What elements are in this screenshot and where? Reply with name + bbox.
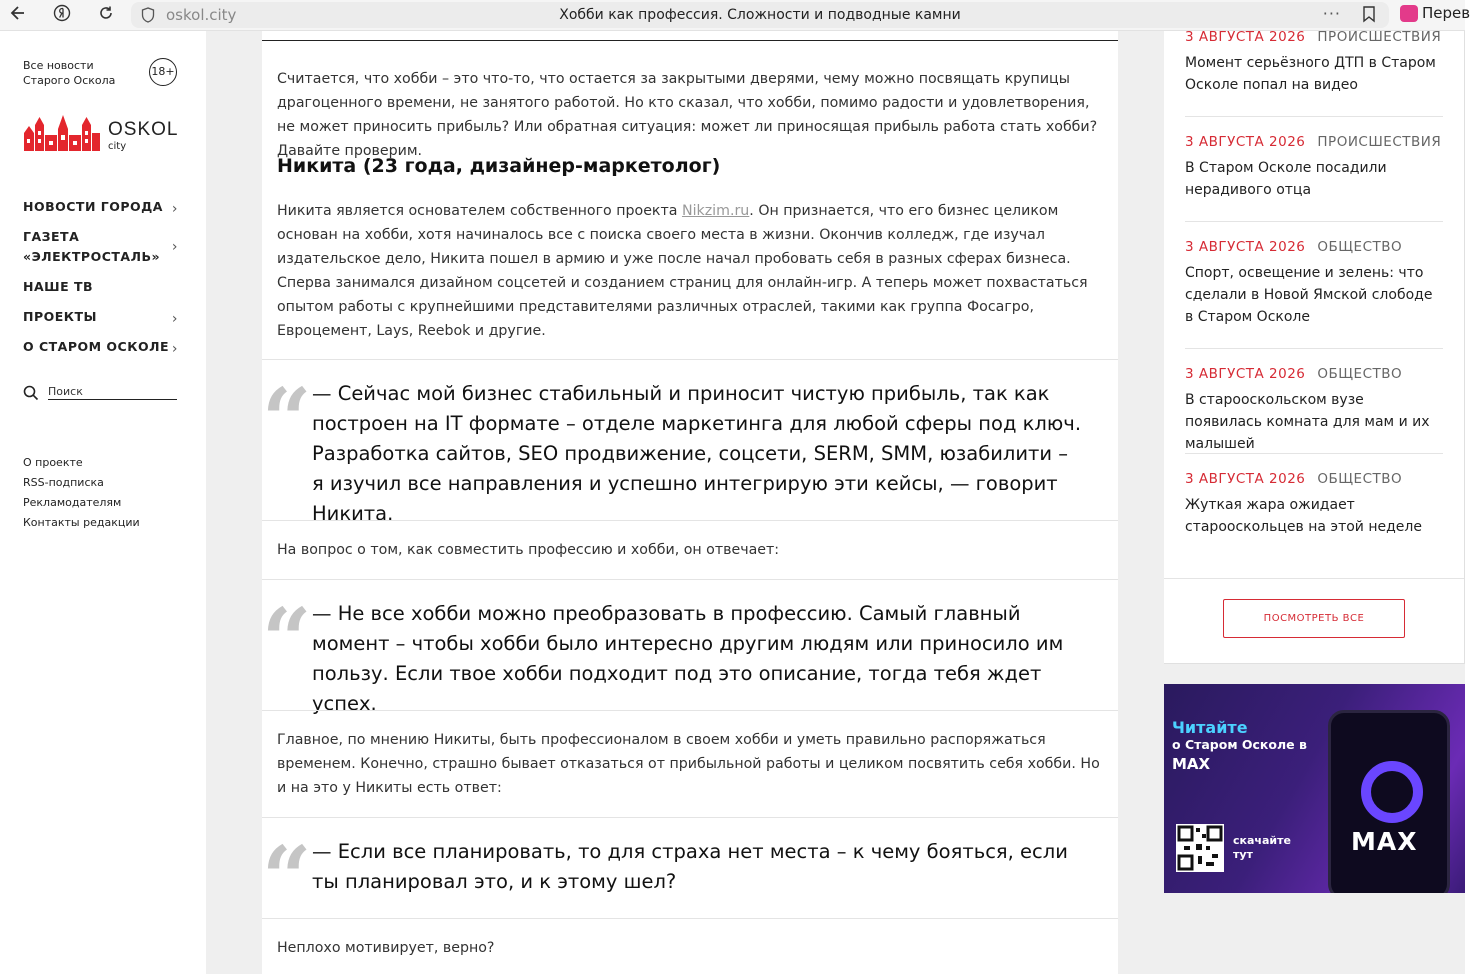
divider xyxy=(1185,221,1443,222)
divider xyxy=(262,918,1118,919)
article-paragraph-2: На вопрос о том, как совместить профессию и хобби, он отвечает: xyxy=(277,542,780,558)
divider xyxy=(262,817,1118,818)
banner-line2: о Старом Осколе в xyxy=(1172,737,1307,752)
banner-line1: Читайте xyxy=(1172,718,1248,737)
quote-1: — Сейчас мой бизнес стабильный и приносит чистую прибыль, так как построен на IT формате – отделе маркетинга для любой сферы под ключ. Разработка сайтов, SEO продвижение, соцсети, SERM, SMM, юзабилити – я изучил все направления и успешно интегрирую эти кейсы, — говорит Никита. xyxy=(312,382,1082,525)
yandex-icon[interactable] xyxy=(50,4,74,26)
news-title[interactable]: В Старом Осколе посадили нерадивого отца xyxy=(1185,160,1387,198)
news-title[interactable]: Жуткая жара ожидает старооскольцев на этой неделе xyxy=(1185,497,1422,535)
browser-toolbar xyxy=(0,0,1470,31)
url-text: oskol.city xyxy=(166,6,237,24)
footer-links xyxy=(23,453,140,533)
news-date: 3 АВГУСТА 2026 xyxy=(1185,471,1306,487)
menu-label: ГАЗЕТА «ЭЛЕКТРОСТАЛЬ» xyxy=(23,229,161,264)
news-category[interactable]: ПРОИСШЕСТВИЯ xyxy=(1317,29,1442,45)
download-line2: тут xyxy=(1233,848,1253,861)
all-news-link[interactable] xyxy=(23,58,115,88)
news-item[interactable] xyxy=(1185,134,1443,201)
chevron-right-icon: › xyxy=(171,239,178,255)
divider xyxy=(262,579,1118,580)
news-title[interactable]: Спорт, освещение и зелень: что сделали в Новой Ямской слободе в Старом Осколе xyxy=(1185,265,1433,325)
news-category[interactable]: ОБЩЕСТВО xyxy=(1317,239,1403,255)
left-gutter xyxy=(206,31,262,974)
divider xyxy=(1164,578,1464,579)
article-paragraph-1 xyxy=(277,199,1107,343)
news-sidebar xyxy=(1164,31,1465,664)
qr-code-icon xyxy=(1176,824,1224,872)
banner-line3: MAX xyxy=(1172,755,1211,773)
quote-3: — Если все планировать, то для страха нет места – к чему бояться, если ты планировал это, и к этому шел? xyxy=(312,840,1068,893)
max-logo-icon xyxy=(1361,761,1423,823)
chevron-right-icon: › xyxy=(171,341,178,357)
main-menu xyxy=(23,197,183,367)
news-meta xyxy=(1185,29,1443,45)
menu-label: ПРОЕКТЫ xyxy=(23,309,97,324)
news-date: 3 АВГУСТА 2026 xyxy=(1185,29,1306,45)
quote-icon: “ xyxy=(262,590,312,691)
bookmark-icon[interactable] xyxy=(1363,6,1375,22)
news-title[interactable]: Момент серьёзного ДТП в Старом Осколе попал на видео xyxy=(1185,55,1436,93)
chevron-right-icon: › xyxy=(171,311,178,327)
phone-mockup xyxy=(1328,710,1450,900)
divider xyxy=(262,710,1118,711)
menu-label: НАШЕ ТВ xyxy=(23,279,94,294)
news-category[interactable]: ПРОИСШЕСТВИЯ xyxy=(1317,134,1442,150)
news-item[interactable] xyxy=(1185,29,1443,96)
max-app-banner[interactable] xyxy=(1164,684,1465,893)
page-title: Хобби как профессия. Сложности и подводные камни xyxy=(559,7,961,23)
news-date: 3 АВГУСТА 2026 xyxy=(1185,239,1306,255)
quote-2: — Не все хобби можно преобразовать в профессию. Самый главный момент – чтобы хобби было интересно другим людям или приносило им пользу. Если твое хобби подходит под это описание, тогда тебя ждет успех. xyxy=(312,602,1064,715)
download-hint xyxy=(1233,834,1291,862)
menu-item-newspaper[interactable] xyxy=(23,227,178,267)
news-date: 3 АВГУСТА 2026 xyxy=(1185,134,1306,150)
search-label: Поиск xyxy=(48,385,83,398)
news-meta xyxy=(1185,134,1443,150)
search-icon xyxy=(23,385,39,401)
article-paragraph-3: Главное, по мнению Никиты, быть профессионалом в своем хобби и уметь правильно распоряжаться временем. Конечно, страшно бывает отказаться от прибыльной работы и целиком посвятить себя хобби. Но и на это у Никиты есть ответ: xyxy=(277,732,1100,796)
p1-text-before: Никита является основателем собственного проекта xyxy=(277,203,682,219)
max-app-word: MAX xyxy=(1351,827,1418,856)
castle-logo-icon xyxy=(22,111,102,153)
quote-icon: “ xyxy=(262,828,312,929)
right-gutter xyxy=(1164,664,1465,684)
right-bottom-gutter xyxy=(1164,893,1465,974)
divider xyxy=(1185,116,1443,117)
divider xyxy=(1185,348,1443,349)
menu-item-about-city[interactable] xyxy=(23,337,183,357)
middle-gutter xyxy=(1118,31,1164,974)
all-news-line1: Все новости xyxy=(23,59,94,72)
news-meta xyxy=(1185,471,1443,487)
reload-icon[interactable] xyxy=(94,4,118,26)
news-date: 3 АВГУСТА 2026 xyxy=(1185,366,1306,382)
article-intro: Считается, что хобби – это что-то, что остается за закрытыми дверями, чему можно посвящать крупицы драгоценного времени, не занятого работой. Но кто сказал, что хобби, помимо радости и удовлетворения, не может приносить прибыль? Или обратная ситуация: может ли приносящая прибыль работа стать хобби? Давайте проверим. xyxy=(277,71,1098,159)
translate-icon xyxy=(1400,5,1418,22)
chevron-right-icon: › xyxy=(171,201,178,217)
p1-text-after: . Он признается, что его бизнес целиком основан на хобби, хотя начиналось все с поиска своего места в жизни. Окончив колледж, где изучал издательское дело, Никита пошел в армию и уже после начал пробовать себя в разных сферах бизнеса. Сперва занимался дизайном соцсетей и созданием страниц для онлайн-игр. А теперь может похвастаться опытом работы с крупнейшими представителями различных отраслей, такими как группа Фосагро, Евроцемент, Lays, Reebok и другие. xyxy=(277,203,1088,339)
download-line1: скачайте xyxy=(1233,834,1291,847)
link-about[interactable]: О проекте xyxy=(23,456,83,469)
search-underline xyxy=(48,399,177,400)
left-sidebar xyxy=(0,31,206,974)
translate-label: Перев xyxy=(1422,4,1470,22)
news-item[interactable] xyxy=(1185,471,1443,538)
link-rss[interactable]: RSS-подписка xyxy=(23,476,104,489)
all-news-line2: Старого Оскола xyxy=(23,74,116,87)
link-contacts[interactable]: Контакты редакции xyxy=(23,516,140,529)
address-bar[interactable] xyxy=(131,2,1389,28)
divider xyxy=(262,520,1118,521)
news-category[interactable]: ОБЩЕСТВО xyxy=(1317,471,1403,487)
divider xyxy=(1185,453,1443,454)
view-all-button[interactable]: ПОСМОТРЕТЬ ВСЕ xyxy=(1223,599,1405,638)
news-item[interactable] xyxy=(1185,366,1443,455)
divider xyxy=(262,359,1118,360)
news-item[interactable] xyxy=(1185,239,1443,328)
news-meta xyxy=(1185,366,1443,382)
menu-item-city-news[interactable] xyxy=(23,197,183,217)
news-meta xyxy=(1185,239,1443,255)
news-category[interactable]: ОБЩЕСТВО xyxy=(1317,366,1403,382)
menu-label: О СТАРОМ ОСКОЛЕ xyxy=(23,339,169,354)
news-title[interactable]: В старооскольском вузе появилась комната для мам и их малышей xyxy=(1185,392,1430,452)
back-arrow-icon[interactable] xyxy=(6,4,30,26)
article-top-rule xyxy=(262,40,1118,41)
more-menu-icon[interactable]: ··· xyxy=(1322,4,1341,23)
site-logo[interactable] xyxy=(22,111,187,156)
logo-sub: city xyxy=(108,141,127,152)
article-paragraph-4: Неплохо мотивирует, верно? xyxy=(277,940,495,956)
menu-item-tv[interactable] xyxy=(23,277,183,297)
translate-button[interactable] xyxy=(1400,4,1470,22)
nikzim-link[interactable]: Nikzim.ru xyxy=(681,203,750,219)
age-rating-badge: 18+ xyxy=(149,58,177,86)
article-subheading: Никита (23 года, дизайнер-маркетолог) xyxy=(277,155,721,177)
menu-label: НОВОСТИ ГОРОДА xyxy=(23,199,163,214)
quote-icon: “ xyxy=(262,370,312,471)
link-advertisers[interactable]: Рекламодателям xyxy=(23,496,122,509)
search-field[interactable] xyxy=(23,383,177,403)
menu-item-projects[interactable] xyxy=(23,307,183,327)
article-body xyxy=(262,31,1118,974)
logo-word: OSKOL xyxy=(108,119,179,140)
